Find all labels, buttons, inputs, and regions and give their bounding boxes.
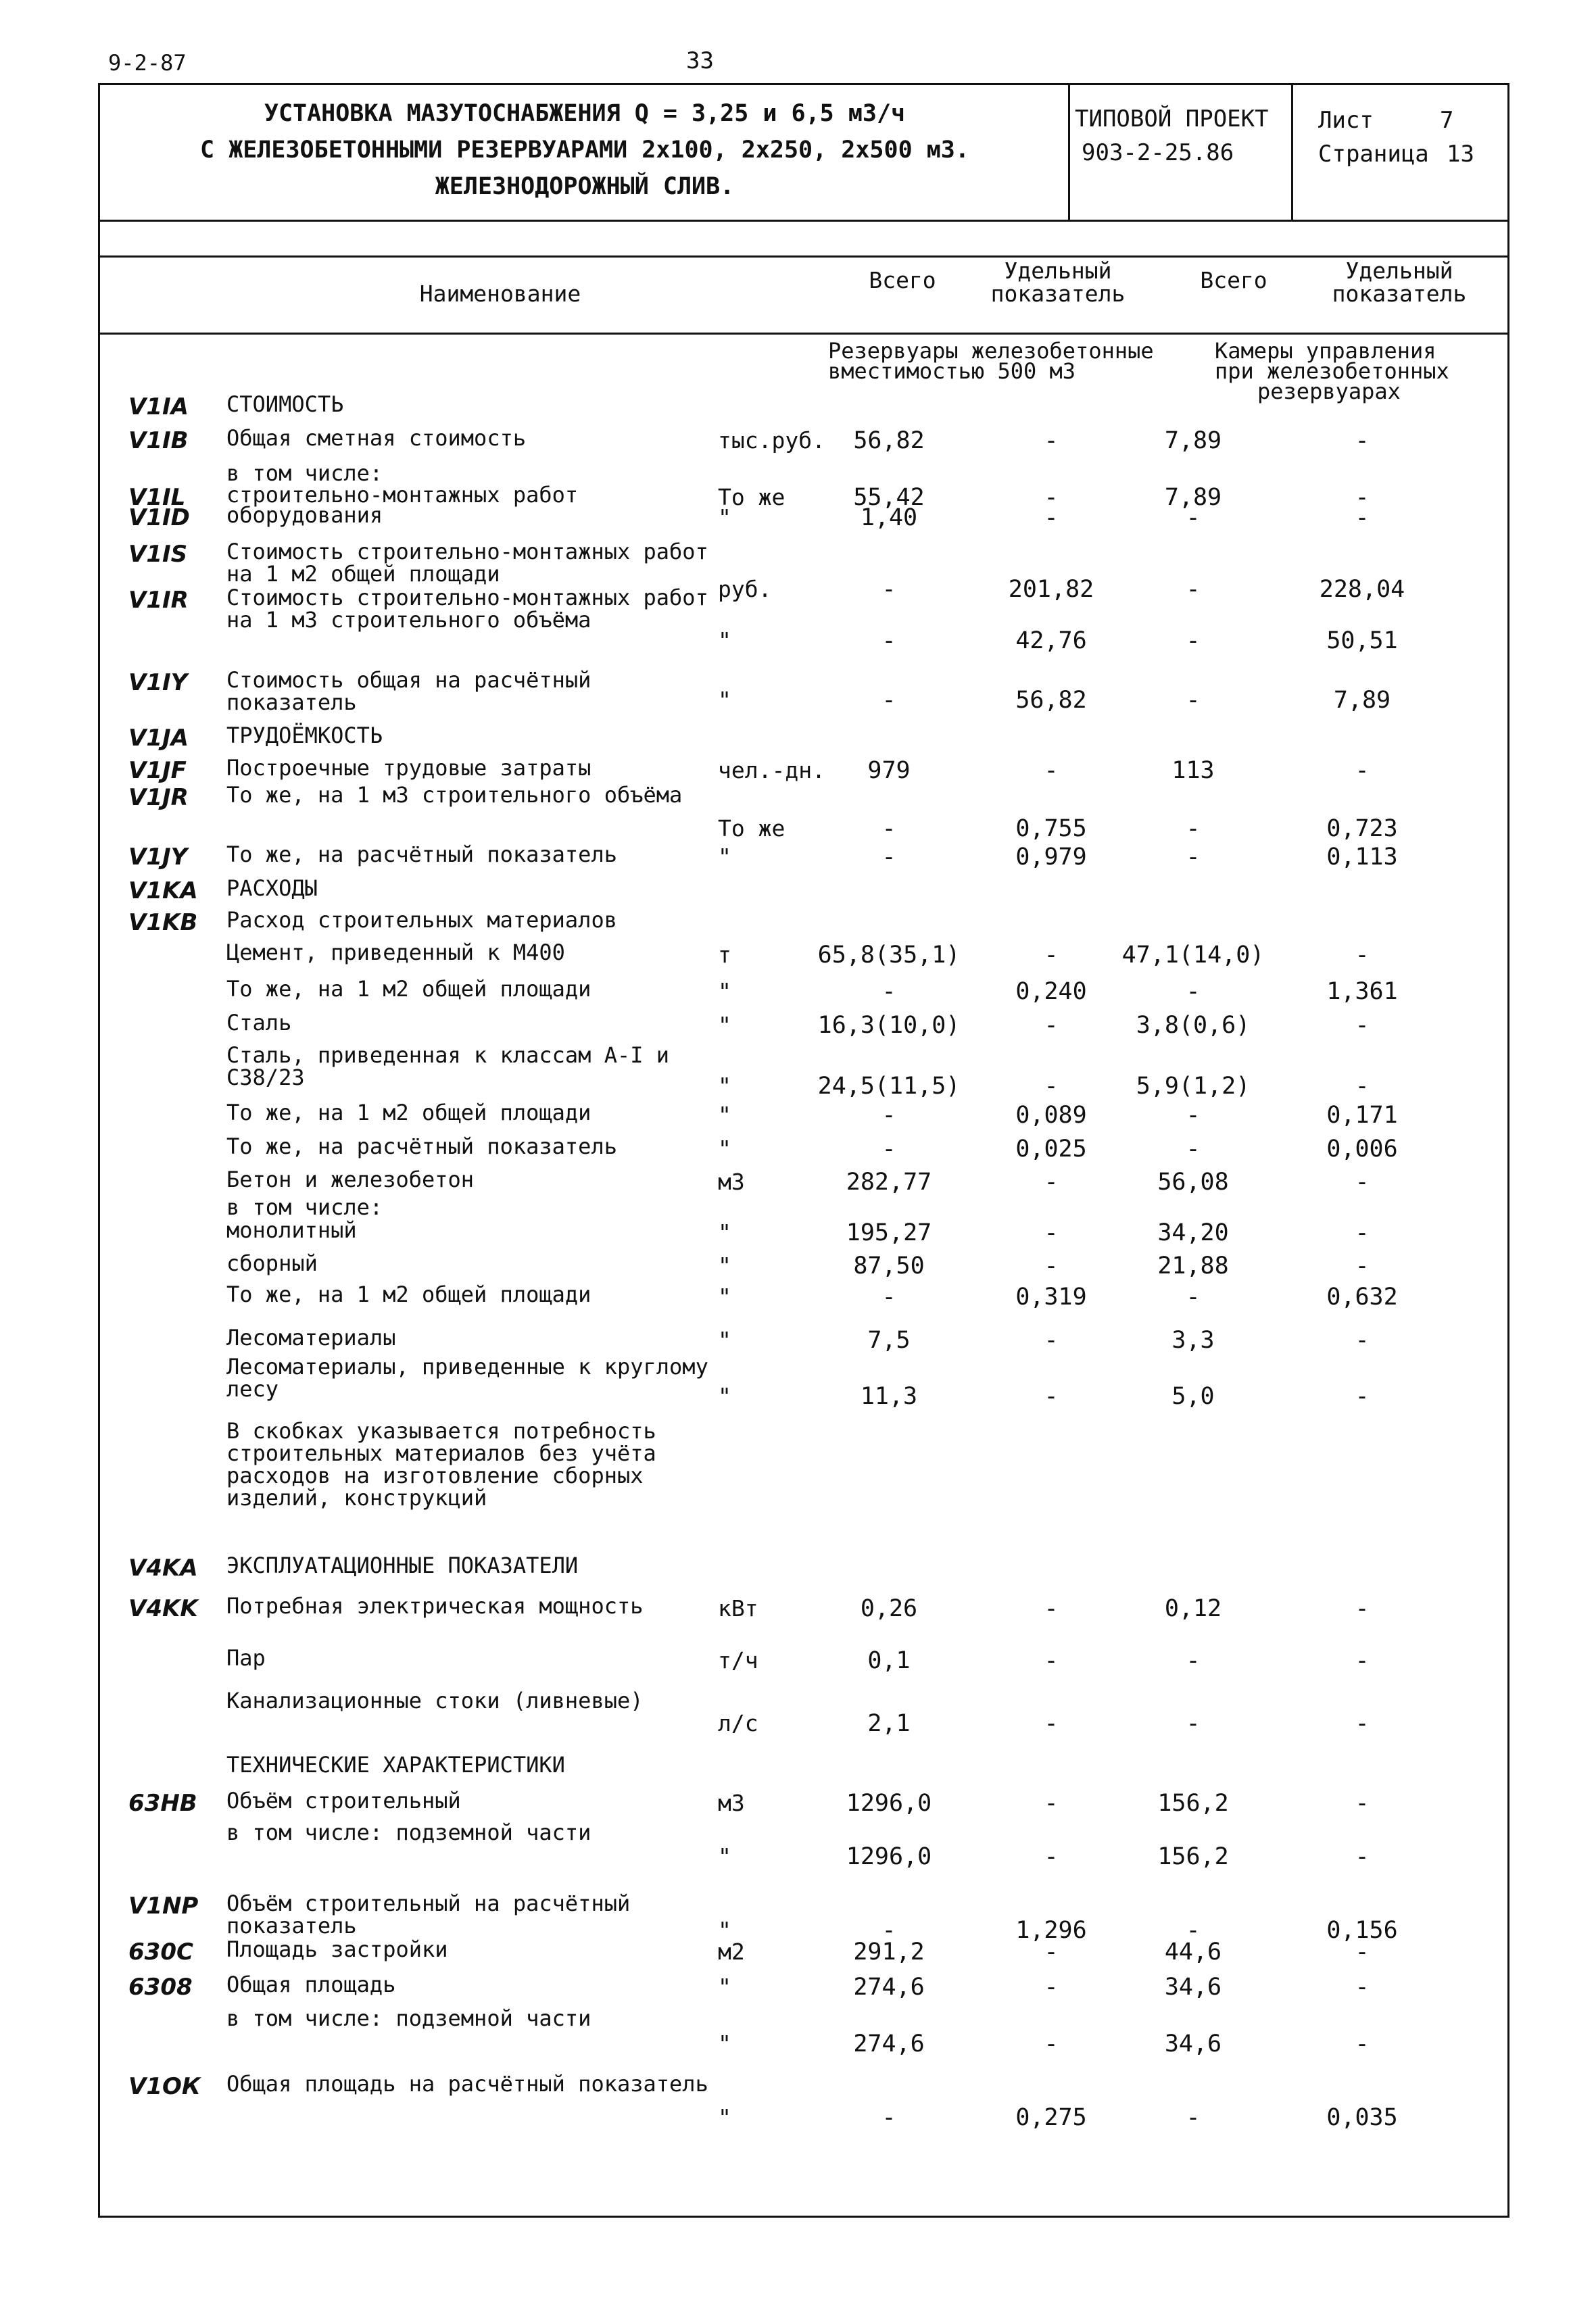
project-label: ТИПОВОЙ ПРОЕКТ [1075, 105, 1269, 132]
header-total-2: Всего [1200, 267, 1267, 293]
title-divider [98, 220, 1509, 222]
row-total-1: 1,40 [860, 504, 918, 531]
row-name: То же, на расчётный показатель [226, 842, 617, 867]
row-specific-1: - [1044, 1073, 1059, 1100]
row-total-2: - [1186, 1647, 1201, 1674]
page-code: 9-2-87 [108, 50, 187, 76]
row-name: Сталь, приведенная к классам А-I и С38/23 [226, 1042, 670, 1090]
row-total-1: 1296,0 [846, 1843, 932, 1870]
page-number: 33 [686, 47, 714, 74]
row-name: ТЕХНИЧЕСКИЕ ХАРАКТЕРИСТИКИ [226, 1752, 565, 1778]
title-line-2: С ЖЕЛЕЗОБЕТОННЫМИ РЕЗЕРВУАРАМИ 2х100, 2х250, 2х500 м3. [200, 137, 969, 164]
row-total-1: 16,3(10,0) [817, 1012, 961, 1039]
row-unit: " [718, 627, 731, 654]
group-2-line-1: Камеры управления [1215, 338, 1436, 364]
row-specific-2: 228,04 [1319, 576, 1405, 603]
row-code: V1JF [128, 757, 187, 784]
row-total-2: - [1186, 2104, 1201, 2131]
row-code: 63НВ [128, 1790, 197, 1817]
row-specific-1: - [1044, 1595, 1059, 1622]
row-name: оборудования [226, 502, 383, 528]
row-code: V4KA [128, 1555, 198, 1582]
row-total-1: 0,26 [860, 1595, 918, 1622]
row-code: V1IA [128, 393, 189, 420]
row-specific-2: 0,156 [1326, 1917, 1398, 1944]
row-name: ЭКСПЛУАТАЦИОННЫЕ ПОКАЗАТЕЛИ [226, 1553, 579, 1578]
row-name: в том числе: подземной части [226, 2005, 591, 2031]
row-name: РАСХОДЫ [226, 875, 318, 901]
row-total-2: - [1186, 978, 1201, 1005]
row-specific-1: 0,275 [1015, 2104, 1087, 2131]
row-name: То же, на расчётный показатель [226, 1134, 617, 1159]
row-unit: " [718, 1073, 731, 1099]
row-unit: " [718, 844, 731, 870]
row-specific-1: 0,240 [1015, 978, 1087, 1005]
row-name: Объём строительный на расчётный показатель [226, 1891, 631, 1939]
row-total-1: 24,5(11,5) [817, 1073, 961, 1100]
header-divider-bottom [98, 333, 1509, 335]
row-name: То же, на 1 м2 общей площади [226, 1100, 591, 1125]
row-total-1: - [881, 1284, 896, 1311]
row-name: Общая сметная стоимость [226, 425, 527, 451]
row-name: То же, на 1 м2 общей площади [226, 1282, 591, 1307]
row-total-1: 7,5 [867, 1327, 911, 1354]
row-specific-2: 0,171 [1326, 1102, 1398, 1129]
row-specific-2: 7,89 [1333, 687, 1391, 714]
row-specific-2: - [1355, 427, 1370, 454]
row-unit: " [718, 504, 731, 531]
row-name: Общая площадь [226, 1972, 396, 1997]
row-total-2: 7,89 [1164, 427, 1222, 454]
row-total-1: 1296,0 [846, 1790, 932, 1817]
row-name: Общая площадь на расчётный показатель [226, 2071, 708, 2097]
row-name: Канализационные стоки (ливневые) [226, 1688, 644, 1713]
row-specific-1: - [1044, 484, 1059, 511]
row-specific-1: - [1044, 1939, 1059, 1966]
row-total-2: 34,20 [1157, 1219, 1229, 1246]
row-name: Площадь застройки [226, 1936, 448, 1962]
row-total-1: - [881, 2104, 896, 2131]
row-total-2: 21,88 [1157, 1252, 1229, 1280]
row-specific-2: - [1355, 1073, 1370, 1100]
row-name: То же, на 1 м2 общей площади [226, 976, 591, 1002]
row-specific-1: - [1044, 942, 1059, 969]
row-specific-1: 0,089 [1015, 1102, 1087, 1129]
row-total-1: - [881, 687, 896, 714]
group-1-line-1: Резервуары железобетонные [828, 338, 1154, 364]
row-total-1: - [881, 844, 896, 871]
title-line-1: УСТАНОВКА МАЗУТОСНАБЖЕНИЯ Q = 3,25 и 6,5 м3/ч [264, 100, 906, 127]
row-specific-2: - [1355, 1252, 1370, 1280]
header-name: Наименование [419, 281, 581, 307]
row-name: Стоимость строительно-монтажных работ на 1 м3 строительного объёма [226, 585, 708, 633]
row-total-2: 47,1(14,0) [1121, 942, 1265, 969]
row-specific-2: 1,361 [1326, 978, 1398, 1005]
row-specific-1: - [1044, 427, 1059, 454]
row-specific-1: - [1044, 1790, 1059, 1817]
row-name: Расход строительных материалов [226, 907, 617, 933]
row-specific-2: - [1355, 2030, 1370, 2057]
title-sep-2 [1291, 83, 1293, 220]
page-label: Страница [1318, 141, 1429, 168]
row-specific-2: 50,51 [1326, 627, 1398, 654]
row-unit: " [718, 1252, 731, 1279]
row-name: Построечные трудовые затраты [226, 755, 591, 781]
row-unit: м3 [718, 1790, 745, 1816]
row-code: V1IS [128, 541, 188, 568]
row-specific-1: - [1044, 1710, 1059, 1737]
row-specific-2: - [1355, 1169, 1370, 1196]
row-specific-2: - [1355, 1383, 1370, 1410]
row-name: строительно-монтажных работ [226, 482, 579, 508]
row-specific-2: 0,113 [1326, 844, 1398, 871]
row-specific-1: - [1044, 504, 1059, 531]
row-specific-1: - [1044, 1252, 1059, 1280]
row-unit: " [718, 687, 731, 713]
row-total-2: 7,89 [1164, 484, 1222, 511]
row-total-1: - [881, 1102, 896, 1129]
row-unit: " [718, 1284, 731, 1310]
row-code: V1IL [128, 484, 186, 511]
row-code: V1IR [128, 587, 189, 614]
header-specific-2-l2: показатель [1332, 281, 1467, 307]
row-specific-2: 0,035 [1326, 2104, 1398, 2131]
row-specific-1: - [1044, 1843, 1059, 1870]
row-specific-2: 0,723 [1326, 815, 1398, 842]
row-total-2: - [1186, 1917, 1201, 1944]
title-sep-1 [1068, 83, 1070, 220]
row-total-1: 87,50 [853, 1252, 925, 1280]
row-specific-2: 0,632 [1326, 1284, 1398, 1311]
row-specific-2: - [1355, 1939, 1370, 1966]
row-total-1: 0,1 [867, 1647, 911, 1674]
row-name: Пар [226, 1645, 266, 1671]
row-specific-1: - [1044, 1169, 1059, 1196]
row-name: Сталь [226, 1010, 292, 1035]
row-total-1: - [881, 1136, 896, 1163]
header-specific-2-l1: Удельный [1345, 258, 1453, 284]
row-total-1: 195,27 [846, 1219, 932, 1246]
row-specific-1: - [1044, 1647, 1059, 1674]
row-total-2: - [1186, 1102, 1201, 1129]
group-2-line-2: при железобетонных [1215, 358, 1449, 384]
row-specific-1: 0,979 [1015, 844, 1087, 871]
row-name: Лесоматериалы [226, 1325, 396, 1350]
row-specific-1: 201,82 [1008, 576, 1094, 603]
row-unit: То же [718, 815, 785, 842]
group-2-line-3: резервуарах [1257, 379, 1401, 404]
row-specific-1: - [1044, 1327, 1059, 1354]
row-unit: " [718, 1383, 731, 1409]
row-specific-2: - [1355, 942, 1370, 969]
row-specific-1: 0,025 [1015, 1136, 1087, 1163]
row-total-2: - [1186, 504, 1201, 531]
row-total-2: 156,2 [1157, 1790, 1229, 1817]
row-name: То же, на 1 м3 строительного объёма [226, 782, 683, 808]
row-total-1: 11,3 [860, 1383, 918, 1410]
row-unit: " [718, 1219, 731, 1246]
row-unit: т [718, 942, 731, 968]
row-unit: То же [718, 484, 785, 510]
row-specific-2: - [1355, 757, 1370, 784]
row-specific-1: 1,296 [1015, 1917, 1087, 1944]
row-name: в том числе: [226, 1194, 383, 1220]
row-total-2: - [1186, 815, 1201, 842]
header-total-1: Всего [869, 267, 936, 293]
row-specific-1: - [1044, 757, 1059, 784]
row-specific-2: - [1355, 1595, 1370, 1622]
row-code: V1JA [128, 725, 189, 752]
row-code: 6308 [128, 1974, 193, 2001]
project-number: 903-2-25.86 [1082, 139, 1234, 166]
row-specific-2: - [1355, 1327, 1370, 1354]
row-total-2: - [1186, 576, 1201, 603]
row-specific-1: 42,76 [1015, 627, 1087, 654]
row-total-1: 55,42 [853, 484, 925, 511]
row-specific-2: - [1355, 1012, 1370, 1039]
row-total-1: 979 [867, 757, 911, 784]
row-total-1: 2,1 [867, 1710, 911, 1737]
row-unit: м2 [718, 1939, 745, 1965]
row-total-2: 44,6 [1164, 1939, 1222, 1966]
row-name: монолитный [226, 1217, 357, 1243]
row-name: Бетон и железобетон [226, 1167, 475, 1192]
header-specific-1-l2: показатель [990, 281, 1126, 307]
row-code: V4KK [128, 1595, 198, 1622]
row-total-2: 34,6 [1164, 1974, 1222, 2001]
row-name: в том числе: [226, 460, 383, 486]
row-specific-1: - [1044, 1012, 1059, 1039]
row-total-1: 291,2 [853, 1939, 925, 1966]
row-total-1: - [881, 815, 896, 842]
row-code: V1IB [128, 427, 189, 454]
row-code: V1NP [128, 1893, 199, 1920]
row-total-2: - [1186, 1136, 1201, 1163]
row-total-2: 3,3 [1171, 1327, 1215, 1354]
row-unit: " [718, 1917, 731, 1943]
sheet-label: Лист [1318, 107, 1374, 134]
row-code: V1IY [128, 669, 188, 696]
row-code: V1ID [128, 504, 190, 531]
row-code: V1JY [128, 844, 188, 871]
row-total-2: 34,6 [1164, 2030, 1222, 2057]
row-specific-2: - [1355, 484, 1370, 511]
row-specific-2: - [1355, 504, 1370, 531]
row-unit: " [718, 1102, 731, 1128]
row-total-1: - [881, 1917, 896, 1944]
row-name: Цемент, приведенный к М400 [226, 940, 565, 965]
row-specific-2: 0,006 [1326, 1136, 1398, 1163]
row-code: V1JR [128, 784, 189, 811]
row-total-1: 274,6 [853, 1974, 925, 2001]
row-code: V1KA [128, 877, 198, 904]
row-specific-2: - [1355, 1647, 1370, 1674]
row-specific-2: - [1355, 1843, 1370, 1870]
row-unit: " [718, 1843, 731, 1870]
row-unit: кВт [718, 1595, 758, 1622]
row-specific-2: - [1355, 1219, 1370, 1246]
row-total-2: - [1186, 1710, 1201, 1737]
sheet-value: 7 [1440, 107, 1454, 134]
row-total-1: - [881, 627, 896, 654]
row-name: Лесоматериалы, приведенные к круглому лесу [226, 1354, 708, 1402]
row-total-1: 65,8(35,1) [817, 942, 961, 969]
row-name: Стоимость строительно-монтажных работ на 1 м2 общей площади [226, 539, 708, 587]
row-code: V1KB [128, 909, 198, 936]
row-unit: " [718, 1136, 731, 1162]
header-specific-1-l1: Удельный [1004, 258, 1112, 284]
header-divider-top [98, 255, 1509, 258]
row-specific-2: - [1355, 1790, 1370, 1817]
row-total-2: 156,2 [1157, 1843, 1229, 1870]
row-specific-1: - [1044, 2030, 1059, 2057]
row-total-2: 113 [1171, 757, 1215, 784]
group-1-line-2: вместимостью 500 м3 [828, 358, 1076, 384]
row-specific-1: - [1044, 1974, 1059, 2001]
row-name: Стоимость общая на расчётный показатель [226, 667, 591, 715]
row-total-1: 56,82 [853, 427, 925, 454]
row-specific-1: - [1044, 1383, 1059, 1410]
title-line-3: ЖЕЛЕЗНОДОРОЖНЫЙ СЛИВ. [435, 173, 735, 200]
row-total-1: 282,77 [846, 1169, 932, 1196]
row-total-2: 5,0 [1171, 1383, 1215, 1410]
row-unit: т/ч [718, 1647, 758, 1674]
row-total-2: 0,12 [1164, 1595, 1222, 1622]
row-total-2: 5,9(1,2) [1136, 1073, 1251, 1100]
row-specific-1: 0,319 [1015, 1284, 1087, 1311]
row-name: СТОИМОСТЬ [226, 391, 344, 417]
row-unit: руб. [718, 576, 772, 602]
row-total-2: - [1186, 844, 1201, 871]
row-name: Потребная электрическая мощность [226, 1593, 644, 1619]
row-name: Объём строительный [226, 1788, 461, 1813]
row-specific-2: - [1355, 1974, 1370, 2001]
row-code: V1ОК [128, 2073, 201, 2100]
row-total-1: 274,6 [853, 2030, 925, 2057]
row-unit: " [718, 978, 731, 1004]
row-unit: " [718, 2030, 731, 2057]
row-name: в том числе: подземной части [226, 1820, 591, 1845]
row-unit: тыс.руб. [718, 427, 825, 454]
row-unit: л/с [718, 1710, 758, 1736]
row-unit: " [718, 2104, 731, 2130]
row-unit: " [718, 1974, 731, 2000]
row-total-2: 3,8(0,6) [1136, 1012, 1251, 1039]
row-unit: " [718, 1327, 731, 1353]
row-total-2: - [1186, 1284, 1201, 1311]
row-unit: чел.-дн. [718, 757, 825, 783]
row-total-2: - [1186, 627, 1201, 654]
row-total-1: - [881, 576, 896, 603]
row-name: ТРУДОЁМКОСТЬ [226, 723, 383, 748]
row-specific-1: 0,755 [1015, 815, 1087, 842]
row-unit: " [718, 1012, 731, 1038]
row-name: В скобках указывается потребность строительных материалов без учёта расходов на изготовление сборных изделий, конструкций [226, 1418, 656, 1511]
row-total-2: - [1186, 687, 1201, 714]
row-specific-1: 56,82 [1015, 687, 1087, 714]
row-code: 630С [128, 1939, 193, 1966]
row-specific-1: - [1044, 1219, 1059, 1246]
row-name: сборный [226, 1250, 318, 1276]
page-value: 13 [1447, 141, 1474, 168]
row-unit: м3 [718, 1169, 745, 1195]
row-total-2: 56,08 [1157, 1169, 1229, 1196]
row-specific-2: - [1355, 1710, 1370, 1737]
row-total-1: - [881, 978, 896, 1005]
